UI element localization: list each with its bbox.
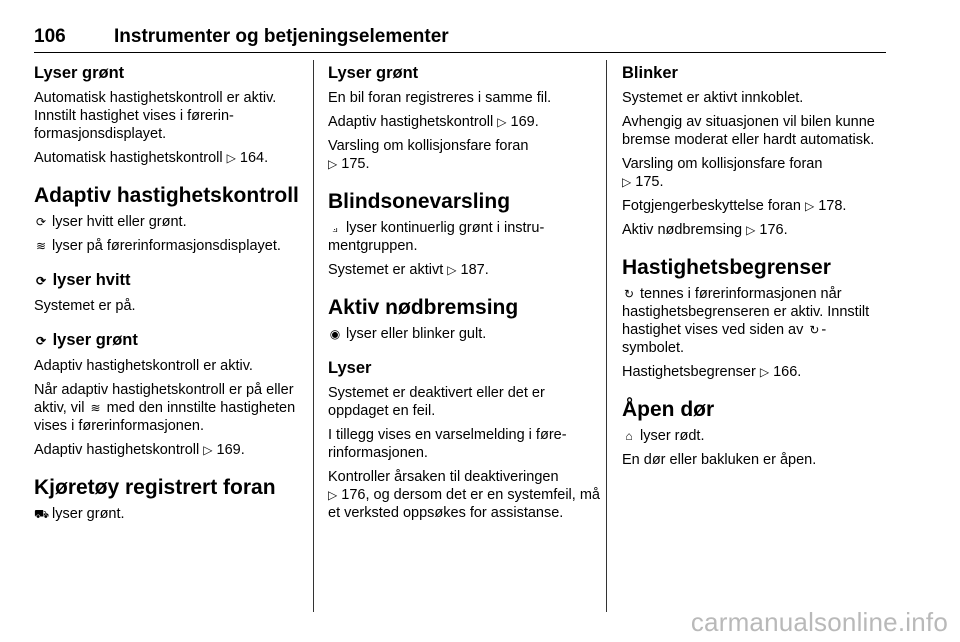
door-icon: ⌂ bbox=[625, 429, 633, 443]
para-adaptive-active: Adaptiv hastighetskontroll er aktiv. bbox=[34, 358, 253, 374]
cruise-icon: ⟳ bbox=[35, 274, 47, 288]
heading-green: Lyser grønt bbox=[328, 64, 419, 82]
ref-arrow-icon: ▷ bbox=[746, 223, 756, 237]
para-text: , og dersom det er en systemfeil, må et verksted oppsøkes for assistanse. bbox=[328, 487, 600, 521]
heading-open-door: Åpen dør bbox=[622, 398, 715, 421]
display-icon: ≋ bbox=[35, 239, 47, 253]
ref-text: Automatisk hastighetskontroll bbox=[34, 150, 223, 166]
ref-text: Adaptiv hastighetskontroll bbox=[34, 442, 200, 458]
para-blind-spot-ref bbox=[328, 261, 600, 279]
heading-blind-spot: Blindsonevarsling bbox=[328, 190, 511, 213]
page-number: 106 bbox=[34, 26, 66, 47]
para-system-engaged: Systemet er aktivt innkoblet. bbox=[622, 90, 804, 106]
heading-active-braking: Aktiv nødbremsing bbox=[328, 296, 519, 319]
ref-text: Adaptiv hastighetskontroll bbox=[328, 114, 494, 130]
para-text: lyser kontinuerlig grønt i instrumentgruppen. bbox=[328, 220, 545, 254]
ref-page: 175. bbox=[635, 174, 664, 190]
speed-limiter-icon: ↻ bbox=[809, 323, 820, 337]
para-adaptive-ref bbox=[328, 113, 600, 131]
para-door-open: En dør eller bakluken er åpen. bbox=[622, 452, 817, 468]
para-text: Kontroller årsaken til deaktiveringen bbox=[328, 469, 559, 485]
column-2 bbox=[328, 62, 600, 528]
ref-page: 175. bbox=[341, 156, 370, 172]
para-text: lyser rødt. bbox=[640, 428, 705, 444]
car-front-icon: ⛟ bbox=[34, 507, 50, 521]
page-header bbox=[34, 22, 886, 53]
heading-vehicle-ahead: Kjøretøy registrert foran bbox=[34, 476, 276, 499]
ref-page: 169. bbox=[216, 442, 245, 458]
para-car-detected: En bil foran registreres i samme fil. bbox=[328, 90, 552, 106]
chapter-title: Instrumenter og betjeningselementer bbox=[114, 26, 449, 47]
para-text: lyser hvitt eller grønt. bbox=[52, 214, 187, 230]
brake-icon: ◉ bbox=[329, 327, 341, 341]
ref-text: Aktiv nødbremsing bbox=[622, 222, 743, 238]
heading-text: lyser hvitt bbox=[52, 271, 131, 289]
speed-limiter-icon: ↻ bbox=[623, 287, 635, 301]
ref-text: Fotgjengerbeskyttelse foran bbox=[622, 198, 801, 214]
para-collision-ref bbox=[622, 155, 884, 191]
para-collision-ref bbox=[328, 137, 600, 173]
para-pedestrian-ref bbox=[622, 197, 884, 215]
para-door-red bbox=[622, 427, 884, 445]
para-braking-ref bbox=[622, 221, 884, 239]
para-text: lyser på førerinformasjonsdisplayet. bbox=[52, 238, 281, 254]
para-text: lyser eller blinker gult. bbox=[346, 326, 487, 342]
display-icon: ≋ bbox=[90, 401, 101, 415]
para-text: -symbolet. bbox=[622, 322, 827, 356]
ref-arrow-icon: ▷ bbox=[804, 199, 815, 213]
ref-text: Varsling om kollisjonsfare foran bbox=[622, 156, 823, 172]
para-adaptive-lights bbox=[34, 213, 302, 231]
ref-text: Hastighetsbegrenser bbox=[622, 364, 756, 380]
para-check-cause bbox=[328, 468, 600, 522]
ref-arrow-icon: ▷ bbox=[203, 443, 213, 457]
para-adaptive-ref bbox=[34, 441, 302, 459]
ref-arrow-icon: ▷ bbox=[497, 115, 507, 129]
para-system-on: Systemet er på. bbox=[34, 298, 136, 314]
para-text: med den innstilte hastigheten vises i førerinformasjonen. bbox=[34, 400, 296, 434]
ref-page: 169. bbox=[510, 114, 539, 130]
ref-arrow-icon: ▷ bbox=[622, 175, 632, 189]
column-1 bbox=[34, 62, 302, 529]
para-system-deactivated: Systemet er deaktivert eller det er oppdaget en feil. bbox=[328, 385, 545, 419]
heading-lights-white bbox=[34, 269, 302, 292]
heading-speed-limiter: Hastighetsbegrenser bbox=[622, 256, 831, 279]
ref-page: 164. bbox=[239, 150, 269, 166]
para-text: Når adaptiv hastighetskontroll er på eller aktiv, vil bbox=[34, 382, 294, 416]
para-adaptive-speed bbox=[34, 381, 302, 435]
ref-page: 176. bbox=[759, 222, 788, 238]
para-braking-yellow bbox=[328, 325, 600, 343]
heading-lit: Lyser bbox=[328, 359, 372, 377]
ref-page: 176 bbox=[341, 487, 366, 503]
ref-text: Systemet er aktivt bbox=[328, 262, 444, 278]
para-warning-message: I tillegg vises en varselmelding i førerinformasjonen. bbox=[328, 427, 567, 461]
cruise-icon: ⟳ bbox=[35, 215, 47, 229]
column-divider bbox=[606, 60, 607, 612]
ref-arrow-icon: ▷ bbox=[226, 151, 236, 165]
ref-page: 178. bbox=[818, 198, 847, 214]
para-text: lyser grønt. bbox=[52, 506, 125, 522]
cruise-icon: ⟳ bbox=[35, 334, 47, 348]
column-3 bbox=[622, 62, 884, 475]
para-auto-cruise-ref bbox=[34, 149, 302, 167]
ref-arrow-icon: ▷ bbox=[328, 157, 338, 171]
para-brake-auto: Avhengig av situasjonen vil bilen kunne bremse moderat eller hardt automatisk. bbox=[622, 114, 875, 148]
para-vehicle-green bbox=[34, 505, 302, 523]
para-adaptive-display bbox=[34, 237, 302, 255]
watermark: carmanualsonline.info bbox=[690, 607, 948, 637]
heading-adaptive-cruise: Adaptiv hastighetskontroll bbox=[34, 184, 299, 207]
ref-arrow-icon: ▷ bbox=[447, 263, 457, 277]
ref-text: Varsling om kollisjonsfare foran bbox=[328, 138, 529, 154]
heading-text: lyser grønt bbox=[52, 331, 138, 349]
para-limiter-ref bbox=[622, 363, 884, 381]
ref-arrow-icon: ▷ bbox=[759, 365, 770, 379]
para-blind-spot-green bbox=[328, 219, 600, 255]
heading-green: Lyser grønt bbox=[34, 64, 125, 82]
para-auto-cruise-active: Automatisk hastighetskontroll er aktiv. Innstilt hastighet vises i førerinformasjonsdisplayet. bbox=[34, 90, 277, 142]
ref-page: 166. bbox=[773, 364, 802, 380]
para-text: tennes i førerinformasjonen når hastighetsbegrenseren er aktiv. Innstilt hastighet vises ved siden av bbox=[622, 286, 870, 338]
blind-spot-icon: ⟓ bbox=[332, 221, 338, 235]
ref-page: 187. bbox=[460, 262, 489, 278]
para-limiter-on bbox=[622, 285, 884, 357]
heading-lights-green bbox=[34, 329, 302, 352]
ref-arrow-icon: ▷ bbox=[328, 488, 338, 502]
column-divider bbox=[313, 60, 314, 612]
heading-blinking: Blinker bbox=[622, 64, 678, 82]
